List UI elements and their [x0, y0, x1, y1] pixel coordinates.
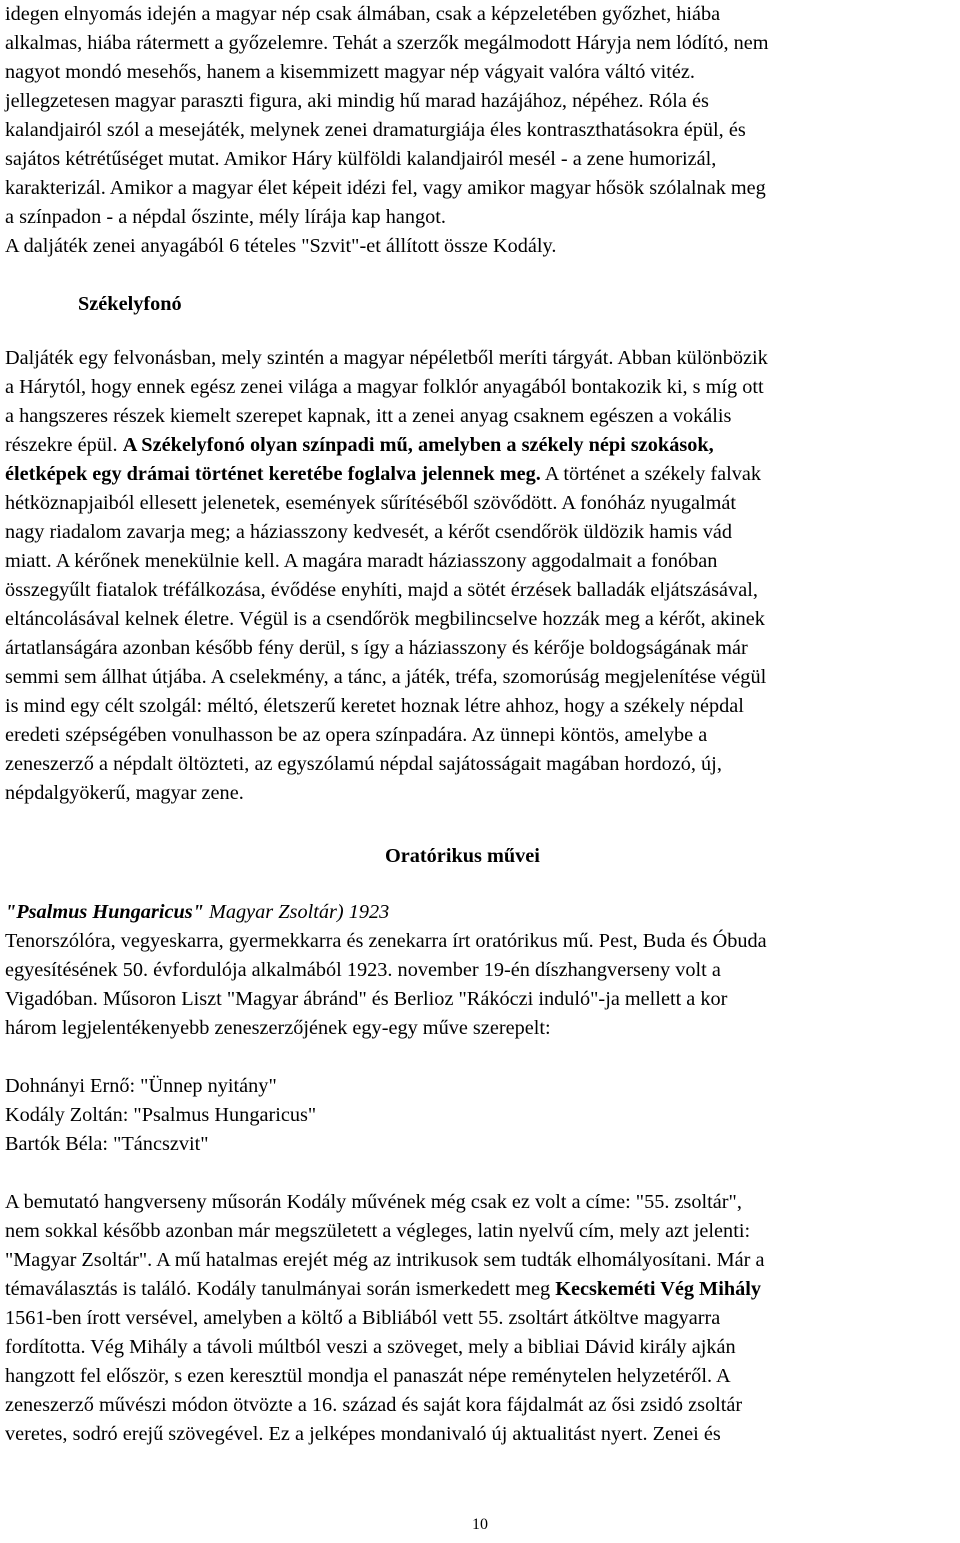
text-line: egyesítésének 50. évfordulója alkalmából 1923. november 19-én díszhangverseny volt a [5, 959, 721, 981]
bold-text: Kecskeméti Vég Mihály [555, 1278, 762, 1300]
text-line: összegyűlt fiatalok tréfálkozása, évődése enyhíti, majd a sötét érzések balladák eljátszásával, [5, 579, 758, 601]
work-subtitle: Magyar Zsoltár) 1923 [203, 901, 390, 923]
text-line: karakterizál. Amikor a magyar élet képeit idézi fel, vagy amikor magyar hősök szólalnak meg [5, 177, 766, 199]
text-line [5, 431, 955, 460]
text-line [5, 460, 955, 489]
text-line: A daljáték zenei anyagából 6 tételes "Szvit"-et állított össze Kodály. [5, 235, 557, 257]
concert-program-list [5, 1072, 955, 1159]
text-line: miatt. A kérőnek menekülnie kell. A magára maradt háziasszony aggodalmait a fonóban [5, 550, 718, 572]
text-line: nagyot mondó mesehős, hanem a kisemmizett magyar nép vágyait valóra váltó vitéz. [5, 61, 695, 83]
text-line: fordította. Vég Mihály a távoli múltból veszi a szöveget, mely a bibliai Dávid király ajkán [5, 1336, 736, 1358]
plain-text: A történet a székely falvak [540, 463, 762, 485]
plain-text: témaválasztás is találó. Kodály tanulmányai során ismerkedett meg [5, 1278, 556, 1300]
text-line: a színpadon - a népdal őszinte, mély lírája kap hangot. [5, 206, 446, 228]
text-line: eltáncolásával kelnek életre. Végül is a csendőrök megbilincselve hozzák meg a kérőt, akinek [5, 608, 765, 630]
text-line: három legjelentékenyebb zeneszerzőjének egy-egy műve szerepelt: [5, 1017, 551, 1039]
text-line: ártatlanságára azonban később fény derül, s így a háziasszony és kérője boldogságának már [5, 637, 748, 659]
text-line: nagy riadalom zavarja meg; a háziasszony kedvesét, a kérőt csendőrök üldözik hamis vád [5, 521, 733, 543]
text-line: a hangszeres részek kiemelt szerepet kapnak, itt a zenei anyag csaknem egészen a vokális [5, 405, 732, 427]
text-line: "Magyar Zsoltár". A mű hatalmas erejét még az intrikusok sem tudták elhomályosítani. Már a [5, 1249, 765, 1271]
section-heading-oratorikus: Oratórikus művei [385, 845, 540, 867]
plain-text: részekre épül. [5, 434, 123, 456]
text-line [5, 898, 955, 927]
work-title-line [5, 898, 955, 927]
text-line: a Hárytól, hogy ennek egész zenei világa a magyar folklór anyagából bontakozik ki, s míg ott [5, 376, 764, 398]
work-title: "Psalmus Hungaricus" [5, 901, 204, 923]
text-line: nem sokkal később azonban már megszületett a végleges, latin nyelvű cím, mely azt jelenti: [5, 1220, 751, 1242]
text-line: hétköznapjaiból ellesett jelenetek, események sűrítéséből szövődött. A fonóház nyugalmát [5, 492, 737, 514]
list-item: Bartók Béla: "Táncszvit" [5, 1133, 209, 1155]
text-line: eredeti szépségében vonulhasson be az opera színpadára. Az ünnepi köntös, amelybe a [5, 724, 708, 746]
text-line: kalandjairól szól a mesejáték, melynek zenei dramaturgiája éles kontraszthatásokra épül, és [5, 119, 746, 141]
text-line: semmi sem állhat útjába. A cselekmény, a tánc, a játék, tréfa, szomorúság megjelenítése végül [5, 666, 767, 688]
list-item: Kodály Zoltán: "Psalmus Hungaricus" [5, 1104, 317, 1126]
text-line: Daljáték egy felvonásban, mely szintén a magyar népéletből meríti tárgyát. Abban különbözik [5, 347, 768, 369]
text-line: jellegzetesen magyar paraszti figura, aki mindig hű marad hazájához, népéhez. Róla és [5, 90, 709, 112]
list-item: Dohnányi Ernő: "Ünnep nyitány" [5, 1075, 277, 1097]
closing-paragraph [5, 1188, 955, 1449]
szekelyfono-paragraph [5, 344, 955, 808]
text-line [5, 1275, 955, 1304]
text-line: is mind egy célt szolgál: méltó, életszerű keretet hoznak létre ahhoz, hogy a székely népdal [5, 695, 744, 717]
text-line: sajátos kétrétűséget mutat. Amikor Háry külföldi kalandjairól mesél - a zene humorizál, [5, 148, 717, 170]
text-line: hangzott fel először, s ezen keresztül mondja el panaszát népe reménytelen helyzetéről. A [5, 1365, 731, 1387]
bold-text: A Székelyfonó olyan színpadi mű, amelyben a székely népi szokások, [122, 434, 714, 456]
section-heading-szekelyfono: Székelyfonó [78, 293, 182, 315]
text-line: idegen elnyomás idején a magyar nép csak álmában, csak a képzeletében győzhet, hiába [5, 3, 721, 25]
text-line: zeneszerző a népdalt öltözteti, az egyszólamú népdal sajátosságait magában hordozó, új, [5, 753, 722, 775]
psalmus-description [5, 927, 955, 1043]
text-line: zeneszerző művészi módon ötvözte a 16. század és saját kora fájdalmát az ősi zsidó zsoltár [5, 1394, 743, 1416]
text-line: veretes, sodró erejű szövegével. Ez a jelképes mondanivaló új aktualitást nyert. Zenei és [5, 1423, 721, 1445]
intro-paragraph [5, 0, 955, 261]
text-line: Vigadóban. Műsoron Liszt "Magyar ábránd" és Berlioz "Rákóczi induló"-ja mellett a kor [5, 988, 728, 1010]
page-number: 10 [472, 1516, 488, 1533]
text-line: alkalmas, hiába rátermett a győzelemre. Tehát a szerzők megálmodott Háryja nem lódító, nem [5, 32, 769, 54]
bold-text: életképek egy drámai történet keretébe foglalva jelennek meg. [5, 463, 541, 485]
text-line: Tenorszólóra, vegyeskarra, gyermekkarra és zenekarra írt oratórikus mű. Pest, Buda és Óbuda [5, 930, 767, 952]
text-line: A bemutató hangverseny műsorán Kodály művének még csak ez volt a címe: "55. zsoltár", [5, 1191, 742, 1213]
text-line: 1561-ben írott versével, amelyben a költő a Bibliából vett 55. zsoltárt átköltve magyarra [5, 1307, 721, 1329]
text-line: népdalgyökerű, magyar zene. [5, 782, 244, 804]
